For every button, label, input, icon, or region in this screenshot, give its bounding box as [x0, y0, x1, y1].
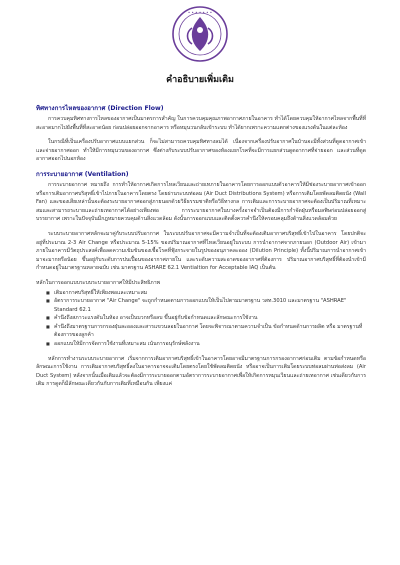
paragraph: ในกรณีที่เป็นเครื่องปรับอากาศแบบแยกส่วน ก็จะไม่สามารถควบคุมทิศทางลมได้ เนื่องจากเครื่องปรับอากาศในบ้านจะมีทั้งส่วนที่ดูดอากาศเข้าและจ่ายอากาศออก ทำให้มีการหมุนวนของอากาศ ซึ่งต่างกับระบบปรับอากาศของห้องแยกโรคที่จะมีการแยกส่วนดูดอากาศที่จ่ายออก และส่วนที่ดูดอากาศออกไปนอกห้อง — [36, 139, 366, 163]
principles-heading: หลักในการออกแบบระบบระบายอากาศให้มีประสิทธิภาพ — [36, 279, 161, 286]
list-item: ■ ออกแบบให้มีการจัดการใช้งานที่เหมาะสม เน้นการอนุรักษ์พลังงาน — [46, 340, 366, 349]
institution-seal-icon — [172, 6, 228, 62]
document-body — [36, 104, 366, 395]
section-heading-ventilation: การระบายอากาศ (Ventilation) — [36, 170, 129, 178]
list-item: ■ คำนึงถึงมาตรฐานการกรองฝุ่นละอองและสารแขวนลอยในอากาศ โดยจะพิจารณาตามความจำเป็น ข้อกำหนดด้านการผลิต หรือ มาตรฐานที่ต้องการของลูกค้า — [46, 323, 366, 340]
list-item: ■ คำนึงถึงสภาวะแรงดันในห้อง อาจเป็นบวกหรือลบ ขึ้นอยู่กับข้อกำหนดและลักษณะการใช้งาน — [46, 314, 366, 323]
section-heading-direction-flow: ทิศทางการไหลของอากาศ (Direction Flow) — [36, 105, 164, 112]
paragraph: การควบคุมทิศทางการไหลของอากาศเป็นมาตรการสำคัญ ในการควบคุมคุณภาพอากาศภายในอาคาร ทำได้โดยควบคุมให้อากาศไหลจากพื้นที่ที่สะอาดมากไปยังพื้นที่ที่สะอาดน้อย ก่อนปล่อยออกจากอาคาร หรือหมุนวนกลับเข้าระบบ ทำได้ยากเพราะความแตกต่างของแรงดันในแต่ละห้อง — [36, 116, 366, 131]
principles-list — [46, 289, 366, 349]
list-item: ■ อัตราการระบายอากาศ "Air Change" จะถูกกำหนดตามการออกแบบให้เป็นไปตามมาตรฐาน วสท.3010 และมาตรฐาน "ASHRAE" Standard 62.1 — [46, 297, 366, 314]
svg-text:• • • • • • •: • • • • • • • — [187, 10, 213, 15]
page-title: คำอธิบายเพิ่มเติม — [166, 75, 234, 85]
closing-paragraph: หลักการทำงานระบบระบายอากาศ เริ่มจากการเติมอากาศบริสุทธิ์เข้าในอาคารโดยอาจมีมาตรฐานการกรองอากาศก่อนเติม ตามข้อกำหนดหรือลักษณะการใช้งาน การเติมอากาศบริสุทธิ์ลงในอาคารอาจจะเติมโดยตรงโดยใช้พัดลมติดผนัง หรืออาจเป็นการเติมโดยระบบท่อลมผ่านท่อส่งลม (Air Duct System) หลังจากนั้นเมื่อเติมแล้วจะต้องมีการระบายออกตามอัตราการระบายอากาศเพื่อให้เกิดการหมุนเวียนและถ่ายเทอากาศ เช่นเดียวกับการเติม การดูดก็มีลักษณะเดียวกันกับการเติมที่เหมือนกัน เพียงแค่ — [36, 355, 366, 388]
paragraph: การระบายอากาศ หมายถึง การทำให้อากาศเกิดการไหลเวียนและถ่ายเทภายในอาคารโดยการออกแบบตัวอาคารให้มีช่องระบายอากาศเข้าออก หรือการเติมอากาศบริสุทธิ์เข้าไปภายในอาคารโดยตรง โดยผ่านระบบท่อลม (Air Duct Distributions System) หรือการเติมโดยพัดลมติดผนัง (Wall Fan) และของเสียเหล่านั้นจะต้องระบายอากาศออกสู่ภายนอกด้วยวิธีธรรมชาติหรือวิธีทางกล การเติมและการระบายอากาศจะต้องเป็นปริมาณที่เหมาะสมและสามารถระบายและถ่ายเทอากาศได้อย่างเพียงพอ การระบายอากาศในบางครั้งอาจจำเป็นต้องมีการกำจัดฝุ่นหรือมลพิษก่อนปล่อยออกสู่บรรยากาศ เพราะในปัจจุบันมีกฎหมายควบคุมด้านสิ่งแวดล้อม ดังนั้นการออกแบบและติดตั้งควรคำนึงให้ครอบคลุมถึงด้านสิ่งแวดล้อมด้วย — [36, 181, 366, 223]
list-item: ■ เติมอากาศบริสุทธิ์ให้เพียงพอและเหมาะสม — [46, 289, 366, 298]
paragraph: ระบบระบายอากาศหลักจะมาคู่กับระบบปรับอากาศ ในระบบปรับอากาศจะมีความจำเป็นที่จะต้องเติมอากาศบริสุทธิ์เข้าไปในอาคาร โดยปกติจะอยู่ที่ประมาณ 2-3 Air Change หรือประมาณ 5-15% ของปริมาณอากาศที่ไหลเวียนอยู่ในระบบ การนำอากาศจากภายนอก (Outdoor Air) เข้ามาภายในอาคารมีวัตถุประสงค์เพื่อลดความเข้มข้นของเชื้อโรคที่ฟุ้งกระจายในรูปของอนุภาคละออง (Dilution Principle) ทั้งนี้ปริมาณการนำอากาศเข้ามาจะมากหรือน้อย ขึ้นอยู่กับระดับการปนเปื้อนของอากาศภายใน และระดับความสะอาดของอากาศที่ต้องการ ปริมาณอากาศบริสุทธิ์ที่ต้องนำเข้ามีกำหนดอยู่ในมาตรฐานหลายฉบับ เช่น มาตรฐาน ASHARE 62.1 Ventialtion for Acceptable IAQ เป็นต้น — [36, 230, 366, 272]
